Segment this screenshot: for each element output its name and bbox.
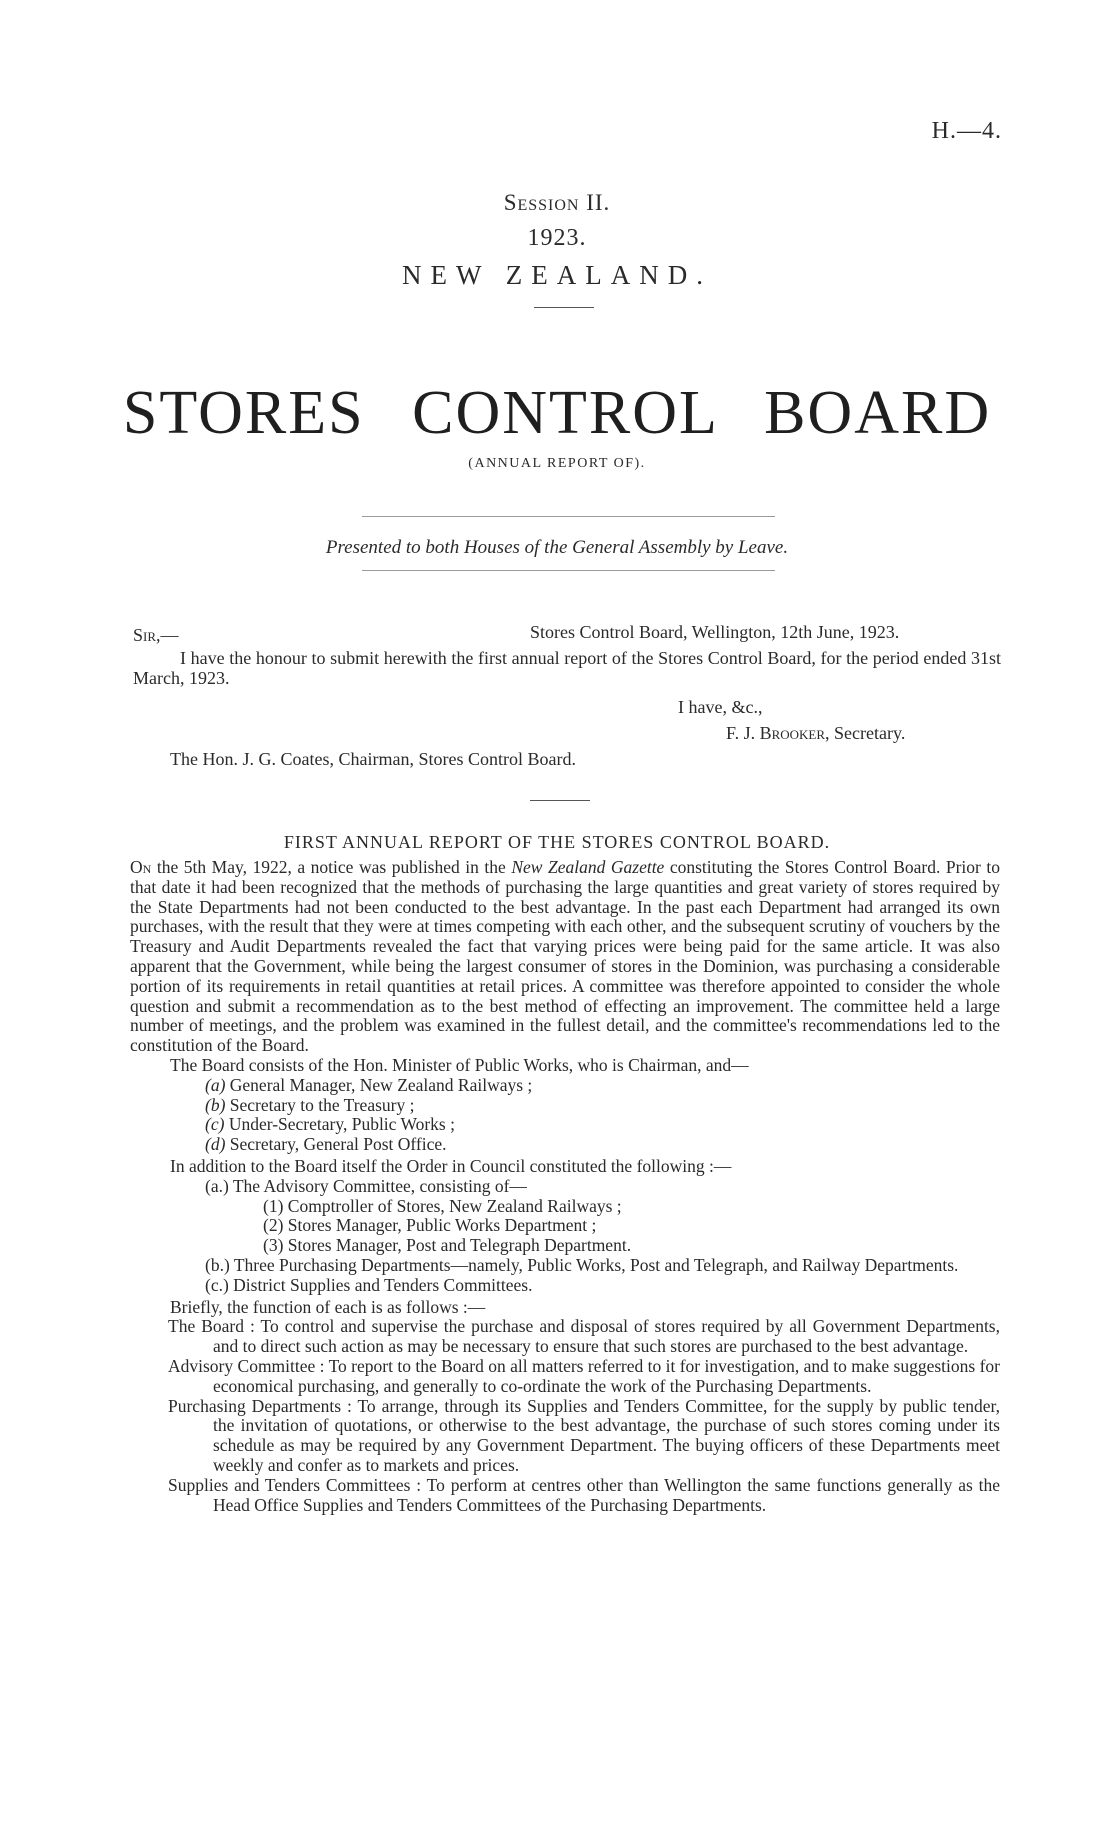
letter-closing: I have, &c., xyxy=(678,697,763,717)
divider-bottom xyxy=(362,570,775,571)
functions-intro: Briefly, the function of each is as follows :— xyxy=(170,1296,486,1317)
document-code: H.—4. xyxy=(931,118,1002,144)
report-heading: FIRST ANNUAL REPORT OF THE STORES CONTROL BOARD. xyxy=(283,832,831,852)
signature-name: Brooker xyxy=(759,723,826,743)
letter-salutation: Sir,— xyxy=(133,625,179,645)
page-subtitle: (ANNUAL REPORT OF). xyxy=(468,456,646,471)
board-member: (c) Under-Secretary, Public Works ; xyxy=(205,1114,455,1135)
signature-role: , Secretary. xyxy=(825,723,906,743)
letter-addressee: The Hon. J. G. Coates, Chairman, Stores Control Board. xyxy=(170,749,576,769)
letter-signature xyxy=(726,723,905,743)
advisory-member: (3) Stores Manager, Post and Telegraph Department. xyxy=(263,1235,632,1256)
divider-top xyxy=(362,516,775,517)
session-label: Session II. xyxy=(503,190,611,215)
page-title: STORES CONTROL BOARD xyxy=(122,379,992,447)
signature-initials: F. J. xyxy=(726,723,756,743)
order-item-c: (c.) District Supplies and Tenders Committees. xyxy=(205,1274,533,1295)
order-intro: In addition to the Board itself the Order in Council constituted the following :— xyxy=(170,1155,732,1176)
board-member: (d) Secretary, General Post Office. xyxy=(205,1134,447,1155)
board-intro: The Board consists of the Hon. Minister of Public Works, who is Chairman, and— xyxy=(170,1054,749,1075)
intro-dropword: On xyxy=(130,857,152,877)
report-intro: On the 5th May, 1922, a notice was published in the New Zealand Gazette constituting the Stores Control Board. Prior to that date it had been recognized that the methods of purchasing the large quantities and great variety of stores required by the State Departments had not been conducted to the best advantage. In the past each Department had arranged its own purchases, with the result that they were at times competing with each other, and the subsequent scrutiny of vouchers by the Treasury and Audit Departments revealed the fact that varying prices were being paid for the same article. It was also apparent that the Government, while being the largest consumer of stores in the Dominion, was purchasing a considerable portion of its requirements in retail quantities at retail prices. A committee was therefore appointed to consider the whole question and submit a recommendation as to the best method of effecting an improvement. The committee held a large number of meetings, and the problem was examined in the fullest detail, and the committee's recommendations led to the constitution of the Board. xyxy=(130,857,1001,1056)
gazette-title: New Zealand Gazette xyxy=(511,857,665,877)
board-member: (a) General Manager, New Zealand Railways ; xyxy=(205,1074,533,1095)
order-item-b: (b.) Three Purchasing Departments—namely, Public Works, Post and Telegraph, and Railway Departments. xyxy=(205,1254,959,1275)
report-content xyxy=(130,858,1000,1515)
function-item: The Board : To control and supervise the purchase and disposal of stores required by all Government Departments, and to direct such action as may be necessary to ensure that such stores are purchased to the best advantage. xyxy=(168,1316,1000,1357)
year-label: 1923. xyxy=(527,225,587,251)
presented-line: Presented to both Houses of the General Assembly by Leave. xyxy=(325,537,789,558)
function-item: Advisory Committee : To report to the Board on all matters referred to it for investigation, and to make suggestions for economical purchasing, and generally to co-ordinate the work of the Purchasing Departments. xyxy=(168,1355,1000,1396)
letter-dateline: Stores Control Board, Wellington, 12th June, 1923. xyxy=(530,622,900,642)
function-item: Purchasing Departments : To arrange, through its Supplies and Tenders Committee, for the supply by public tender, the invitation of quotations, or otherwise to the best advantage, the purchase of such stores coming under its schedule as may be required by any Government Department. The buying officers of these Departments meet weekly and confer as to markets and prices. xyxy=(168,1395,1000,1475)
divider-section xyxy=(530,800,590,801)
board-member: (b) Secretary to the Treasury ; xyxy=(205,1094,415,1115)
order-item-a: (a.) The Advisory Committee, consisting of— xyxy=(205,1175,527,1196)
divider-short xyxy=(534,307,594,308)
advisory-member: (2) Stores Manager, Public Works Department ; xyxy=(263,1215,597,1236)
advisory-member: (1) Comptroller of Stores, New Zealand Railways ; xyxy=(263,1195,622,1216)
letter-body: I have the honour to submit herewith the first annual report of the Stores Control Board, for the period ended 31st March, 1923. xyxy=(133,648,1001,688)
function-item: Supplies and Tenders Committees : To perform at centres other than Wellington the same functions generally as the Head Office Supplies and Tenders Committees of the Purchasing Departments. xyxy=(168,1474,1000,1515)
country-label: NEW ZEALAND. xyxy=(402,260,712,290)
